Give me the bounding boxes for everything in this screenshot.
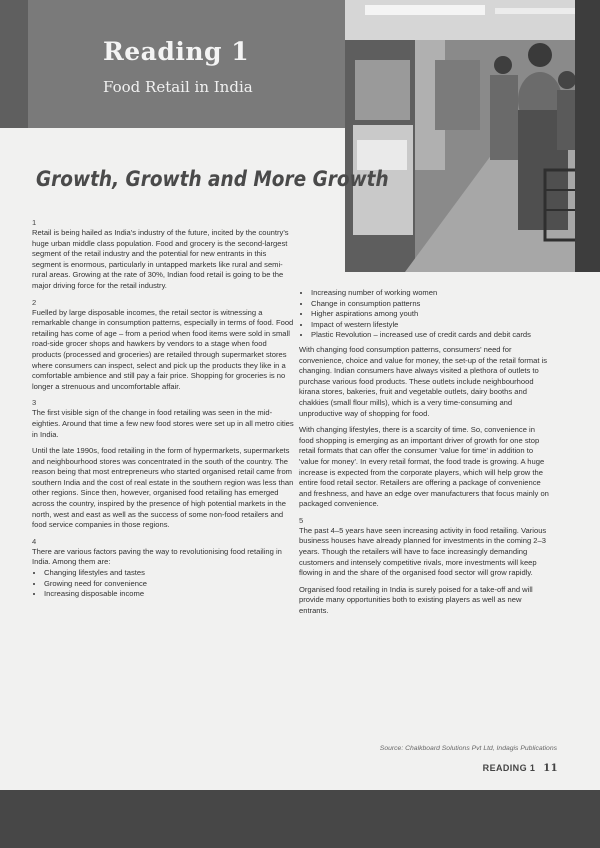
list-item: • Higher aspirations among youth xyxy=(311,309,551,320)
left-column xyxy=(32,218,297,604)
paragraph: There are various factors paving the way to revolutionising food retailing in India. Among them are: xyxy=(32,546,282,567)
paragraph: The past 4–5 years have seen increasing activity in food retailing. Various business houses have already planned for investments in the coming 2–3 years. Though the retailers will have to face increasingly demanding customers and intensely competitive rivals, more investments will keep flowing in and the share of the organised food sector will grow rapidly. xyxy=(299,525,547,578)
header-stripe xyxy=(0,0,28,128)
paragraph-number: 3 xyxy=(32,398,37,408)
paragraph: The first visible sign of the change in food retailing was seen in the mid-eighties. Around that time a few new food stores were set up in all metro cities in India. xyxy=(32,408,294,439)
reading-title: Reading 1 xyxy=(103,37,250,66)
article-headline: Growth, Growth and More Growth xyxy=(36,167,389,192)
reading-subtitle: Food Retail in India xyxy=(103,78,253,96)
paragraph: With changing food consumption patterns, consumers' need for convenience, choice and value for money, the set-up of the retail format is changing. Indian consumers have always visited a plethora of outlets to purchase various food products. These outlets include neighbourhood kirana stores, bakeries, fruit and vegetable outlets, dairy booths and chakkies (small flour mills), which is a very time-consuming and unproductive way of shopping for food. xyxy=(299,344,548,418)
paragraph: Retail is being hailed as India's industry of the future, incited by the country's huge urban middle class population. Food and grocery is the second-largest segment of the retail industry and the potential for new entrants in this segment is enormous, particularly in untapped markets like rural and semi-rural areas. Growing at the rate of 30%, Indian food retail is going to be the major driving force for the retail industry. xyxy=(32,228,289,290)
paragraph: Fuelled by large disposable incomes, the retail sector is witnessing a remarkable change in consumption patterns, especially in terms of food. Food retailing has come of age – from a period when food items were sold in small road-side grocer shops and hawkers by vendors to a stage when food products (processed and groceries) are retailed through supermarket stores where consumers can inspect, select and pick up the products they like in a comfortable ambience and still pay a fair price. Shopping for groceries is no longer a strenuous and uncomfortable affair. xyxy=(32,307,294,391)
factor-list-continued xyxy=(299,288,551,341)
paragraph-number: 1 xyxy=(32,218,37,227)
paragraph: Until the late 1990s, food retailing in the form of hypermarkets, supermarkets and neighbourhood stores was concentrated in the south of the country. The reason being that most entrepreneurs who started organised retail came from southern India and the cost of real estate in the southern region was less than other regions. Since then, however, organised food retailing has emerged across the country, inspired by the presence of high potential markets in the north, west and east as well as the success of some non-food retailers and food service companies in those regions. xyxy=(32,446,294,530)
page-footer xyxy=(483,763,558,774)
header-band xyxy=(0,0,345,128)
source-credit: Source: Chalkboard Solutions Pvt Ltd, Indagis Publications xyxy=(379,745,557,752)
paragraph-number: 2 xyxy=(32,297,37,307)
list-item: • Increasing disposable income xyxy=(44,589,297,600)
list-item: • Change in consumption patterns xyxy=(311,299,551,310)
list-item: • Impact of western lifestyle xyxy=(311,320,551,331)
supermarket-photo xyxy=(345,0,600,272)
paragraph: With changing lifestyles, there is a scarcity of time. So, convenience in food shopping is emerging as an important driver of growth for one stop retail formats that can offer the consumer 'value for time' in addition to 'value for money'. In every retail format, the food trade is growing. A huge increase is expected from the corporate players, which will help grow the entire food retail sector. Retailers are offering a package of convenience and freshness, and have an edge over manufacturers that focus mainly on packaged convenience. xyxy=(299,425,549,509)
list-item: • Increasing number of working women xyxy=(311,288,551,299)
supermarket-photo-illustration xyxy=(345,0,600,272)
paragraph-number: 5 xyxy=(299,515,304,525)
paragraph: Organised food retailing in India is surely poised for a take-off and will provide many opportunities both to existing players as well as new entrants. xyxy=(299,584,533,616)
list-item: • Plastic Revolution – increased use of credit cards and debit cards xyxy=(311,330,551,341)
factor-list xyxy=(32,568,297,600)
page-number: 11 xyxy=(543,763,558,774)
paragraph-number: 4 xyxy=(32,536,37,546)
list-item: • Growing need for convenience xyxy=(44,579,297,590)
scan-background xyxy=(0,790,600,848)
footer-label: READING 1 xyxy=(482,763,536,773)
right-column xyxy=(299,288,551,623)
list-item: • Changing lifestyles and tastes xyxy=(44,568,297,579)
